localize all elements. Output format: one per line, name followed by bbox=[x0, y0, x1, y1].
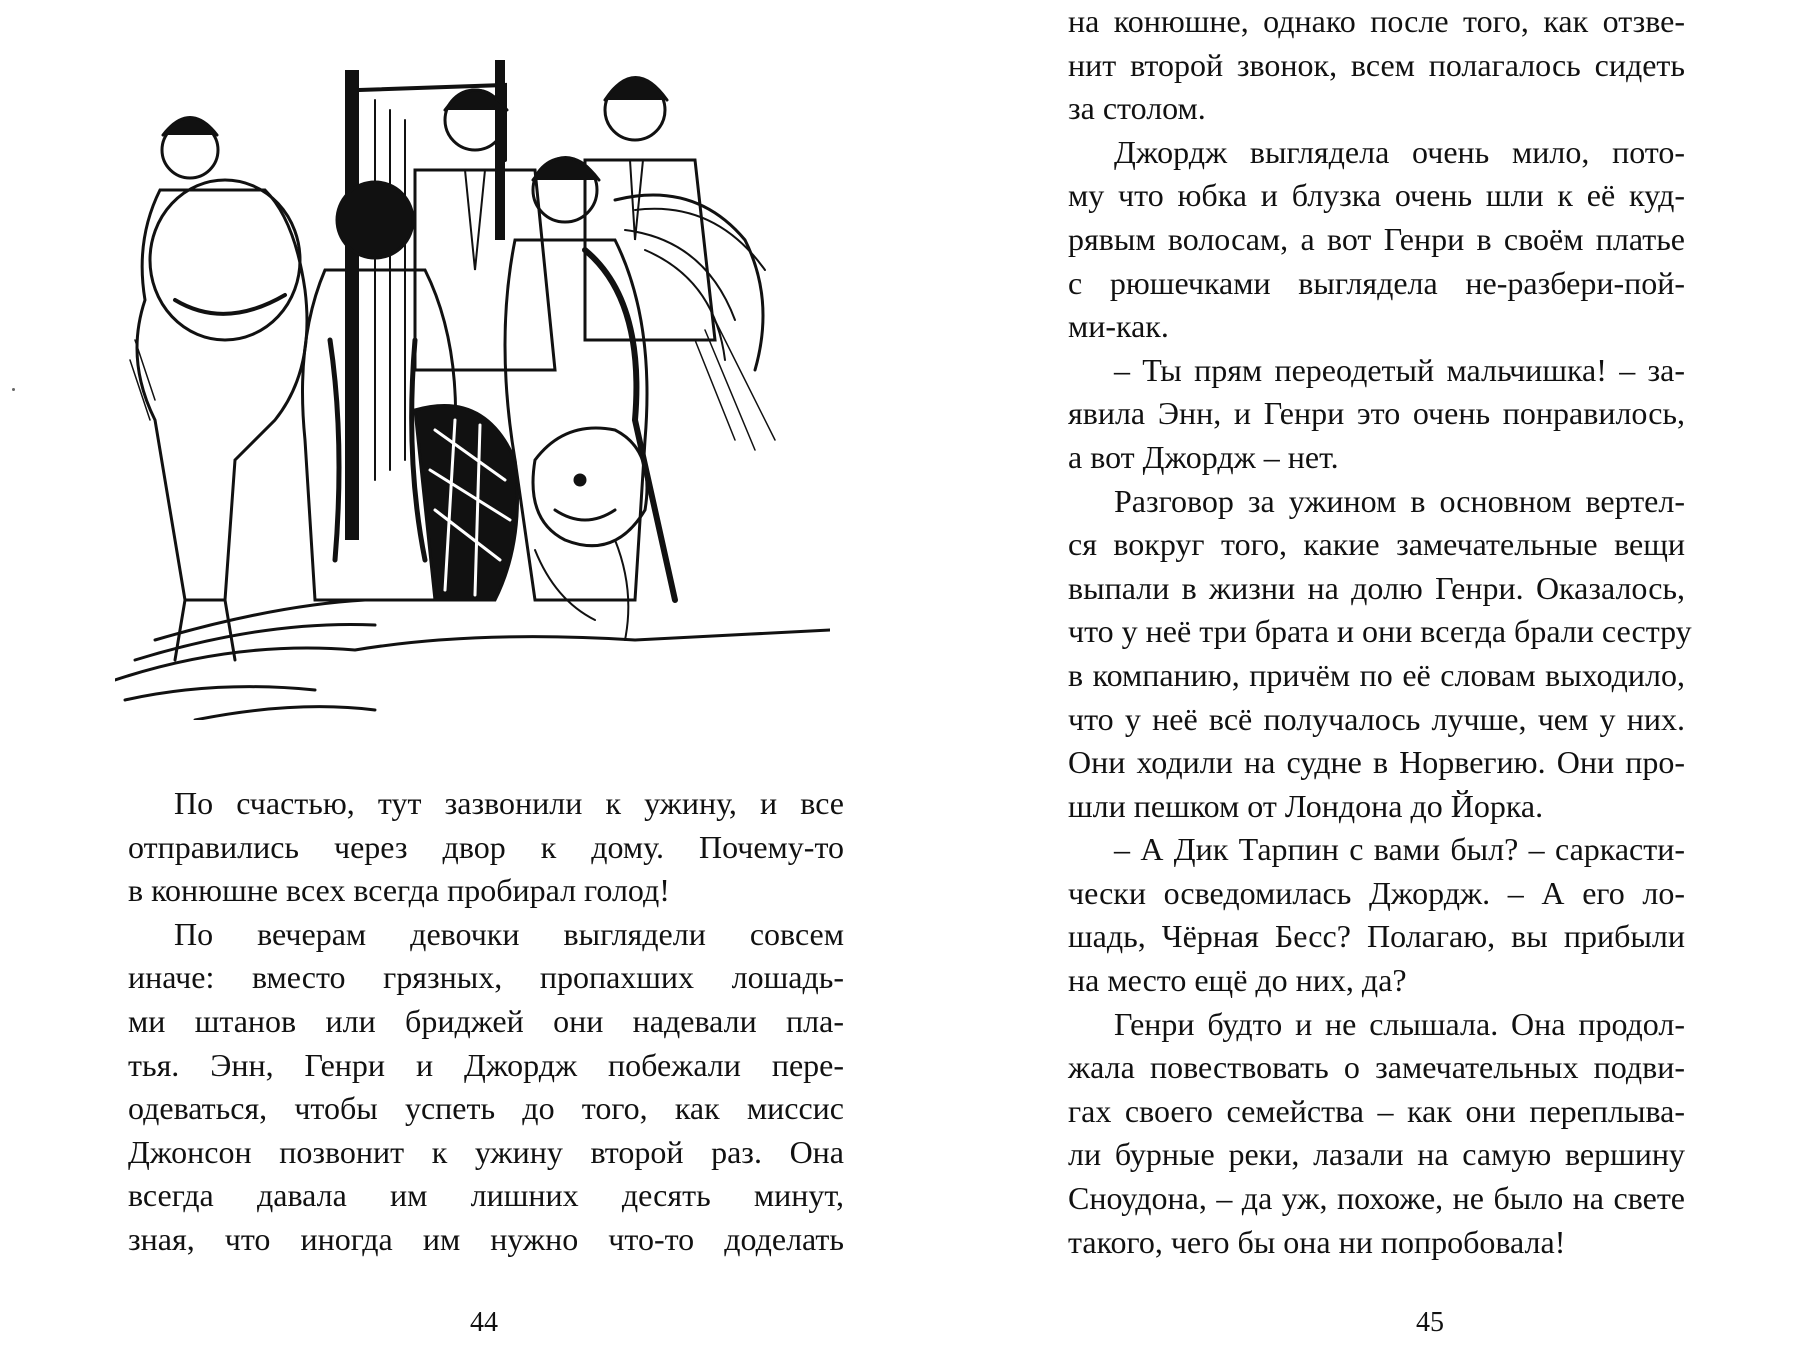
text-line: нит второй звонок, всем полагалось сидеть bbox=[1068, 46, 1685, 83]
text-line: ся вокруг того, какие замечательные вещи bbox=[1068, 526, 1685, 563]
text-line: По вечерам девочки выглядели совсем bbox=[174, 915, 844, 952]
page-number-left: 44 bbox=[470, 1307, 498, 1338]
text-line: Они ходили на судне в Норвегию. Они про- bbox=[1068, 744, 1685, 781]
text-line: на конюшне, однако после того, как отзве- bbox=[1068, 3, 1685, 39]
text-line: такого, чего бы она ни попробовала! bbox=[1068, 1223, 1566, 1260]
text-line: шадь, Чёрная Бесс? Полагаю, вы прибыли bbox=[1068, 918, 1685, 955]
page-number-right: 45 bbox=[1416, 1307, 1444, 1338]
text-line: Разговор за ужином в основном вертел- bbox=[1114, 482, 1685, 519]
text-line: выпали в жизни на долю Генри. Оказалось, bbox=[1068, 569, 1685, 606]
engraving-stable-scene-icon bbox=[115, 40, 830, 720]
text-line: ми-как. bbox=[1068, 308, 1169, 345]
text-line: всегда давала им лишних десять минут, bbox=[128, 1177, 844, 1214]
text-line: чески осведомилась Джордж. – А его ло- bbox=[1068, 874, 1685, 911]
text-line: му что юбка и блузка очень шли к её куд- bbox=[1068, 177, 1685, 214]
text-line: отправились через двор к дому. Почему-то bbox=[128, 828, 844, 865]
text-line: ми штанов или бриджей они надевали пла- bbox=[128, 1002, 844, 1039]
text-line: – А Дик Тарпин с вами был? – саркасти- bbox=[1114, 831, 1685, 868]
text-line: Генри будто и не слышала. Она продол- bbox=[1114, 1005, 1685, 1042]
text-line: за столом. bbox=[1068, 90, 1206, 127]
text-line: тья. Энн, Генри и Джордж побежали пере- bbox=[128, 1046, 844, 1083]
text-line: зная, что иногда им нужно что-то доделать bbox=[128, 1220, 844, 1257]
text-line: гах своего семейства – как они переплыва- bbox=[1068, 1092, 1685, 1129]
right-page bbox=[898, 0, 1796, 1348]
text-line: в конюшне всех всегда пробирал голод! bbox=[128, 872, 670, 909]
text-line: одеваться, чтобы успеть до того, как миссис bbox=[128, 1090, 844, 1127]
text-line: а вот Джордж – нет. bbox=[1068, 438, 1339, 475]
text-line: Джонсон позвонит к ужину второй раз. Она bbox=[128, 1133, 844, 1170]
text-line: По счастью, тут зазвонили к ужину, и все bbox=[174, 785, 844, 821]
text-line: что у неё три брата и они всегда брали сестру bbox=[1068, 613, 1692, 650]
text-line: с рюшечками выглядела не-разбери-пой- bbox=[1068, 264, 1685, 301]
left-page-text bbox=[128, 782, 844, 1262]
text-line: в компанию, причём по её словам выходило, bbox=[1068, 656, 1685, 693]
text-line: – Ты прям переодетый мальчишка! – за- bbox=[1114, 351, 1685, 388]
text-line: ли бурные реки, лазали на самую вершину bbox=[1068, 1136, 1685, 1173]
text-line: иначе: вместо грязных, пропахших лошадь- bbox=[128, 959, 844, 996]
text-line: рявым волосам, а вот Генри в своём платье bbox=[1068, 220, 1685, 257]
right-page-text bbox=[1068, 0, 1692, 1264]
text-line: Сноудона, – да уж, похоже, не было на свете bbox=[1068, 1180, 1685, 1217]
text-line: шли пешком от Лондона до Йорка. bbox=[1068, 787, 1544, 824]
text-line: на место ещё до них, да? bbox=[1068, 962, 1407, 999]
text-line: Джордж выглядела очень мило, пото- bbox=[1114, 133, 1685, 170]
text-line: что у неё всё получалось лучше, чем у них. bbox=[1068, 700, 1685, 737]
text-line: жала повествовать о замечательных подви- bbox=[1068, 1049, 1685, 1086]
text-line: явила Энн, и Генри это очень понравилось, bbox=[1068, 395, 1685, 432]
